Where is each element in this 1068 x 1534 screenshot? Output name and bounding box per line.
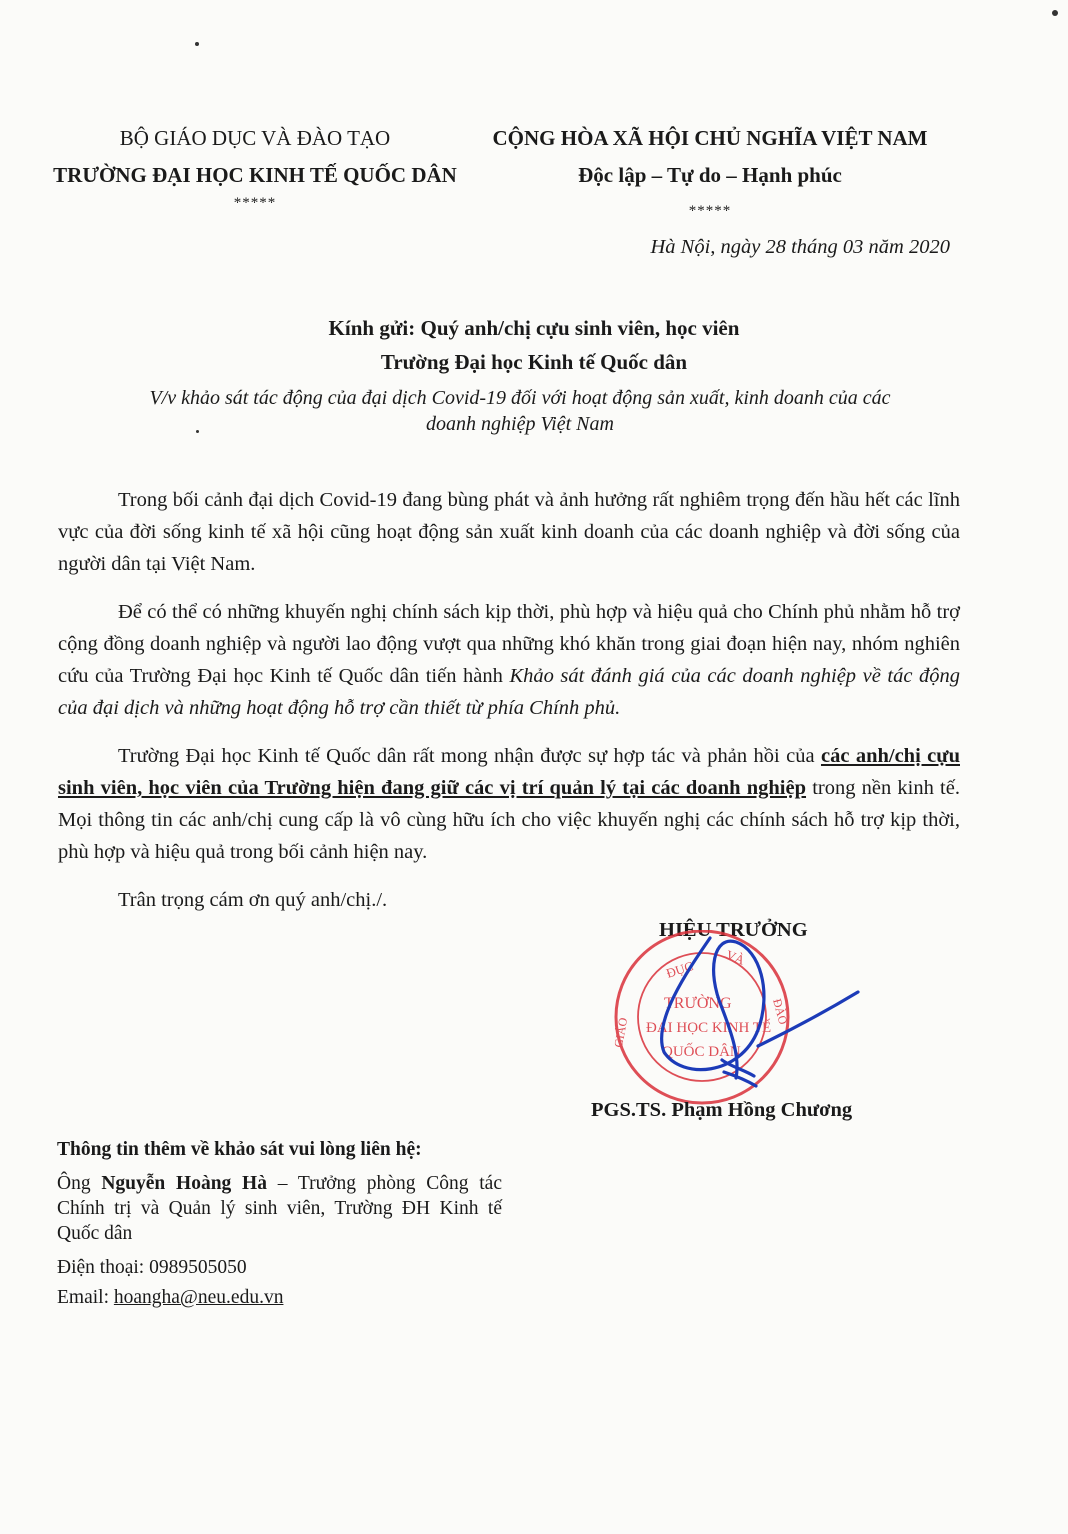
svg-text:QUỐC DÂN: QUỐC DÂN (662, 1044, 741, 1060)
subject-line-1: V/v khảo sát tác động của đại dịch Covid-19 đối với hoạt động sản xuất, kinh doanh của các (149, 387, 891, 409)
scan-speck (1052, 10, 1058, 16)
svg-text:VÀ: VÀ (723, 946, 747, 968)
contact-role: – Trưởng phòng Công tác Chính trị và Quản lý sinh viên, Trường ĐH Kinh tế Quốc dân (57, 1173, 502, 1244)
paragraph-1: Trong bối cảnh đại dịch Covid-19 đang bùng phát và ảnh hưởng rất nghiêm trọng đến hầu hết các lĩnh vực của đời sống kinh tế xã hội cũng hoạt động sản xuất kinh doanh của các doanh nghiệp và đời sống của người dân tại Việt Nam. (58, 489, 960, 575)
subject-line-2: doanh nghiệp Việt Nam (426, 413, 614, 435)
paragraph-3-emphasis: các anh/chị cựu sinh viên, học viên của Trường hiện đang giữ các vị trí quản lý tại các doanh nghiệp (58, 745, 960, 799)
red-seal-stamp (611, 931, 790, 1103)
contact-email: Email: hoangha@neu.edu.vn (57, 1287, 284, 1308)
svg-text:ĐỤC: ĐỤC (664, 958, 696, 981)
paragraph-2 (58, 596, 960, 724)
recipient-line-1: Kính gửi: Quý anh/chị cựu sinh viên, học viên (328, 316, 740, 340)
closing-line: Trân trọng cám ơn quý anh/chị./. (118, 889, 388, 911)
seal-and-signature (590, 930, 870, 1105)
school-name: TRƯỜNG ĐẠI HỌC KINH TẾ QUỐC DÂN (53, 163, 457, 187)
phone-number: 0989505050 (149, 1257, 247, 1278)
header-left-stars: ***** (233, 195, 277, 211)
header-right-stars: ***** (688, 203, 732, 219)
paragraph-3-start: Trường Đại học Kinh tế Quốc dân rất mong nhận được sự hợp tác và phản hồi của (118, 745, 821, 767)
scan-speck (195, 42, 199, 46)
contact-person: Ông Nguyễn Hoàng Hà – Trưởng phòng Công tác Chính trị và Quản lý sinh viên, Trường ĐH Kinh tế Quốc dân (57, 1173, 502, 1244)
letter-body (58, 484, 960, 916)
ministry-name: BỘ GIÁO DỤC VÀ ĐÀO TẠO (119, 126, 391, 150)
contact-block (57, 1137, 507, 1310)
paragraph-3 (58, 740, 960, 868)
contact-heading: Thông tin thêm về khảo sát vui lòng liên hệ: (57, 1139, 422, 1160)
svg-text:ĐÀO: ĐÀO (770, 997, 791, 1026)
date-line: Hà Nội, ngày 28 tháng 03 năm 2020 (650, 236, 950, 258)
svg-text:GIÁO: GIÁO (611, 1016, 631, 1049)
email-link[interactable]: hoangha@neu.edu.vn (113, 1287, 284, 1308)
svg-text:TRƯỜNG: TRƯỜNG (664, 995, 732, 1012)
recipient-block (0, 311, 1068, 379)
recipient-line-2: Trường Đại học Kinh tế Quốc dân (380, 350, 688, 374)
header-left (40, 120, 470, 210)
paragraph-2-italic: Khảo sát đánh giá của các doanh nghiệp về tác động của đại dịch và những hoạt động hỗ trợ cần thiết từ phía Chính phủ. (58, 665, 960, 719)
paragraph-3-end: trong nền kinh tế. Mọi thông tin các anh/chị cung cấp là vô cùng hữu ích cho việc khuyến nghị các chính sách hỗ trợ kịp thời, phù hợp và hiệu quả trong bối cảnh hiện nay. (58, 777, 960, 863)
svg-text:ĐẠI HỌC KINH TẾ: ĐẠI HỌC KINH TẾ (646, 1020, 772, 1036)
subject-block (60, 385, 980, 437)
nation-name: CỘNG HÒA XÃ HỘI CHỦ NGHĨA VIỆT NAM (492, 126, 928, 150)
signature-title: HIỆU TRƯỞNG (659, 919, 808, 941)
national-motto: Độc lập – Tự do – Hạnh phúc (578, 163, 842, 187)
contact-phone: Điện thoại: 0989505050 (57, 1257, 247, 1278)
header-right (480, 120, 940, 218)
paragraph-2-text: Để có thể có những khuyến nghị chính sách kịp thời, phù hợp và hiệu quả cho Chính phủ nhằm hỗ trợ cộng đồng doanh nghiệp và người lao động vượt qua những khó khăn trong giai đoạn hiện nay, nhóm nghiên cứu của Trường Đại học Kinh tế Quốc dân tiến hành (58, 601, 960, 687)
signatory-name: PGS.TS. Phạm Hồng Chương (591, 1099, 853, 1121)
contact-name: Nguyễn Hoàng Hà (101, 1173, 267, 1194)
